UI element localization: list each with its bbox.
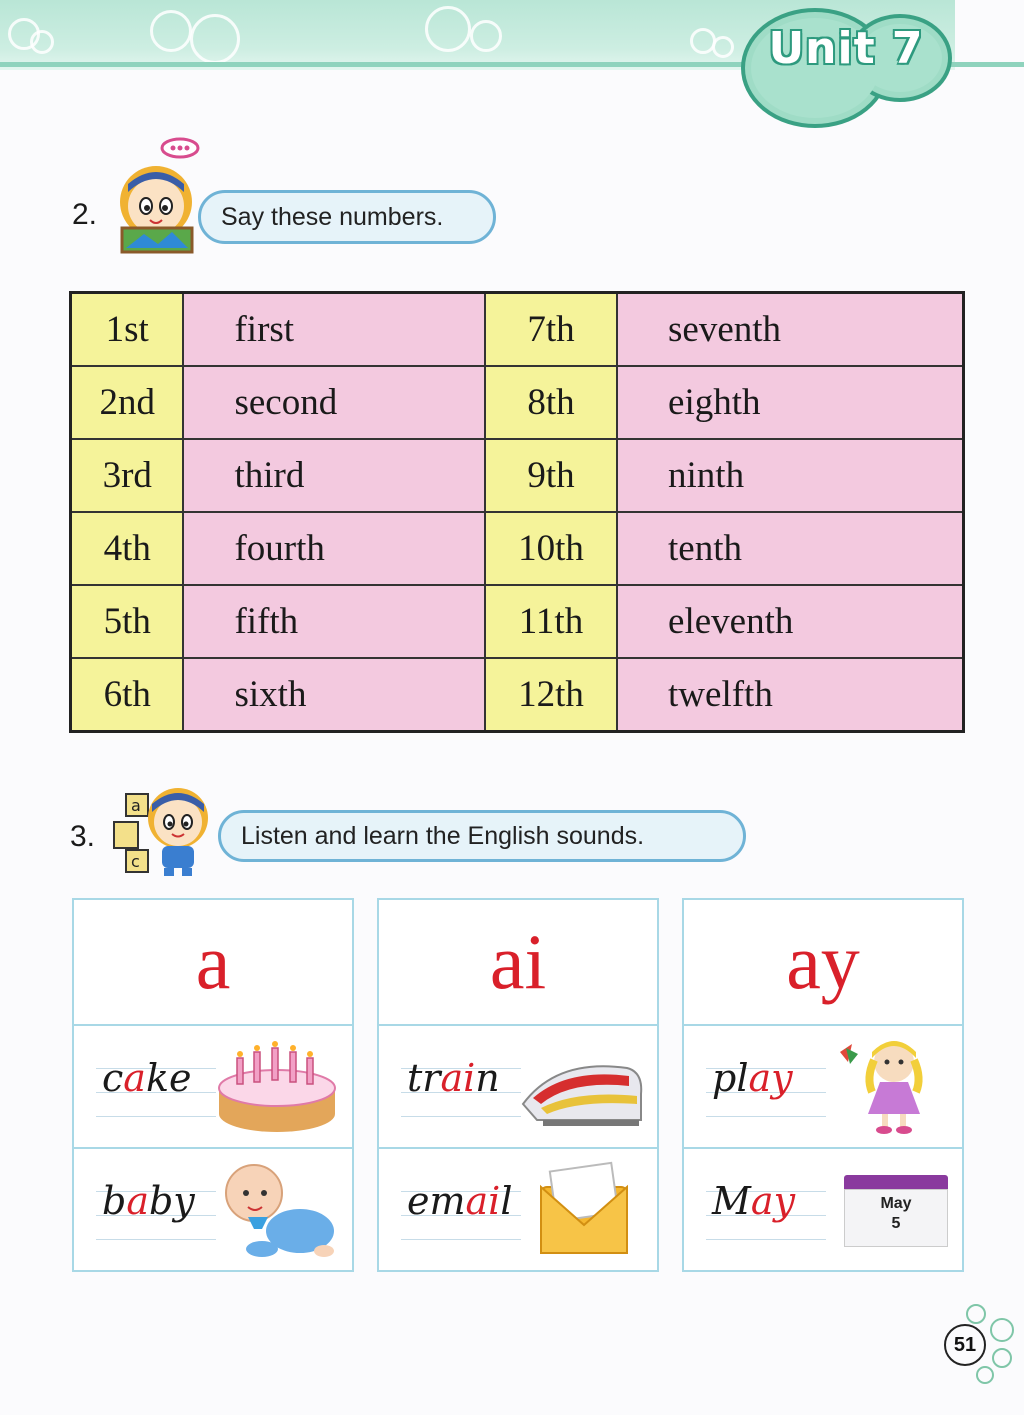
table-cell: second: [183, 366, 484, 439]
sound-heading: a: [74, 900, 352, 1026]
table-cell: 3rd: [71, 439, 184, 512]
bubble-decoration-icon: [992, 1348, 1012, 1368]
word-row: [74, 1026, 352, 1149]
svg-text:a: a: [131, 796, 141, 815]
word-row: [74, 1149, 352, 1272]
sound-card-ai: [377, 898, 659, 1272]
table-cell: tenth: [617, 512, 963, 585]
table-row: [71, 293, 964, 367]
table-cell: seventh: [617, 293, 963, 367]
bubble-decoration-icon: [30, 30, 54, 54]
train-icon: [517, 1034, 647, 1140]
unit-badge: [740, 0, 952, 128]
bubble-decoration-icon: [190, 14, 240, 64]
table-cell: third: [183, 439, 484, 512]
table-row: [71, 439, 964, 512]
mascot-letters-icon: [112, 782, 224, 878]
table-cell: 9th: [485, 439, 617, 512]
table-cell: 10th: [485, 512, 617, 585]
bubble-decoration-icon: [976, 1366, 994, 1384]
word-row: [684, 1026, 962, 1149]
table-cell: 5th: [71, 585, 184, 658]
svg-text:c: c: [131, 852, 140, 871]
table-cell: 1st: [71, 293, 184, 367]
girl-playing-icon: [822, 1034, 952, 1140]
unit-title: Unit 7: [768, 23, 924, 74]
word-row: [684, 1149, 962, 1272]
table-cell: fifth: [183, 585, 484, 658]
sound-heading: ai: [379, 900, 657, 1026]
section-2-number: 2.: [72, 198, 98, 231]
word-may: May: [712, 1179, 796, 1223]
envelope-icon: [517, 1157, 647, 1263]
page-number: 51: [944, 1324, 986, 1366]
cake-icon: [212, 1034, 342, 1140]
calendar-month: May: [880, 1195, 912, 1212]
word-train: train: [407, 1056, 500, 1100]
bubble-decoration-icon: [990, 1318, 1014, 1342]
sound-heading: ay: [684, 900, 962, 1026]
word-cake: cake: [102, 1056, 192, 1100]
calendar-day: 5: [891, 1215, 901, 1232]
section-3-number: 3.: [70, 820, 96, 853]
word-play: play: [712, 1056, 793, 1100]
table-cell: 6th: [71, 658, 184, 732]
table-cell: 2nd: [71, 366, 184, 439]
bubble-decoration-icon: [470, 20, 502, 52]
table-cell: 4th: [71, 512, 184, 585]
table-row: [71, 585, 964, 658]
table-cell: 8th: [485, 366, 617, 439]
table-cell: 12th: [485, 658, 617, 732]
sound-card-a: [72, 898, 354, 1272]
bubble-decoration-icon: [966, 1304, 986, 1324]
table-cell: 11th: [485, 585, 617, 658]
section-2-instruction: Say these numbers.: [198, 190, 496, 244]
bubble-decoration-icon: [425, 6, 471, 52]
word-baby: baby: [102, 1179, 195, 1223]
table-row: [71, 512, 964, 585]
table-cell: ninth: [617, 439, 963, 512]
table-row: [71, 658, 964, 732]
mascot-reading-icon: [108, 136, 208, 260]
sound-card-ay: [682, 898, 964, 1272]
table-row: [71, 366, 964, 439]
word-row: [379, 1149, 657, 1272]
bubble-decoration-icon: [712, 36, 734, 58]
table-cell: twelfth: [617, 658, 963, 732]
table-cell: 7th: [485, 293, 617, 367]
calendar-icon: [844, 1175, 948, 1247]
baby-icon: [212, 1157, 342, 1263]
table-cell: eighth: [617, 366, 963, 439]
sound-cards-grid: [72, 898, 965, 1272]
table-cell: first: [183, 293, 484, 367]
table-cell: eleventh: [617, 585, 963, 658]
bubble-decoration-icon: [150, 10, 192, 52]
ordinal-numbers-table: [69, 291, 965, 733]
section-3-instruction: Listen and learn the English sounds.: [218, 810, 746, 862]
word-email: email: [407, 1179, 513, 1223]
table-cell: fourth: [183, 512, 484, 585]
word-row: [379, 1026, 657, 1149]
table-cell: sixth: [183, 658, 484, 732]
